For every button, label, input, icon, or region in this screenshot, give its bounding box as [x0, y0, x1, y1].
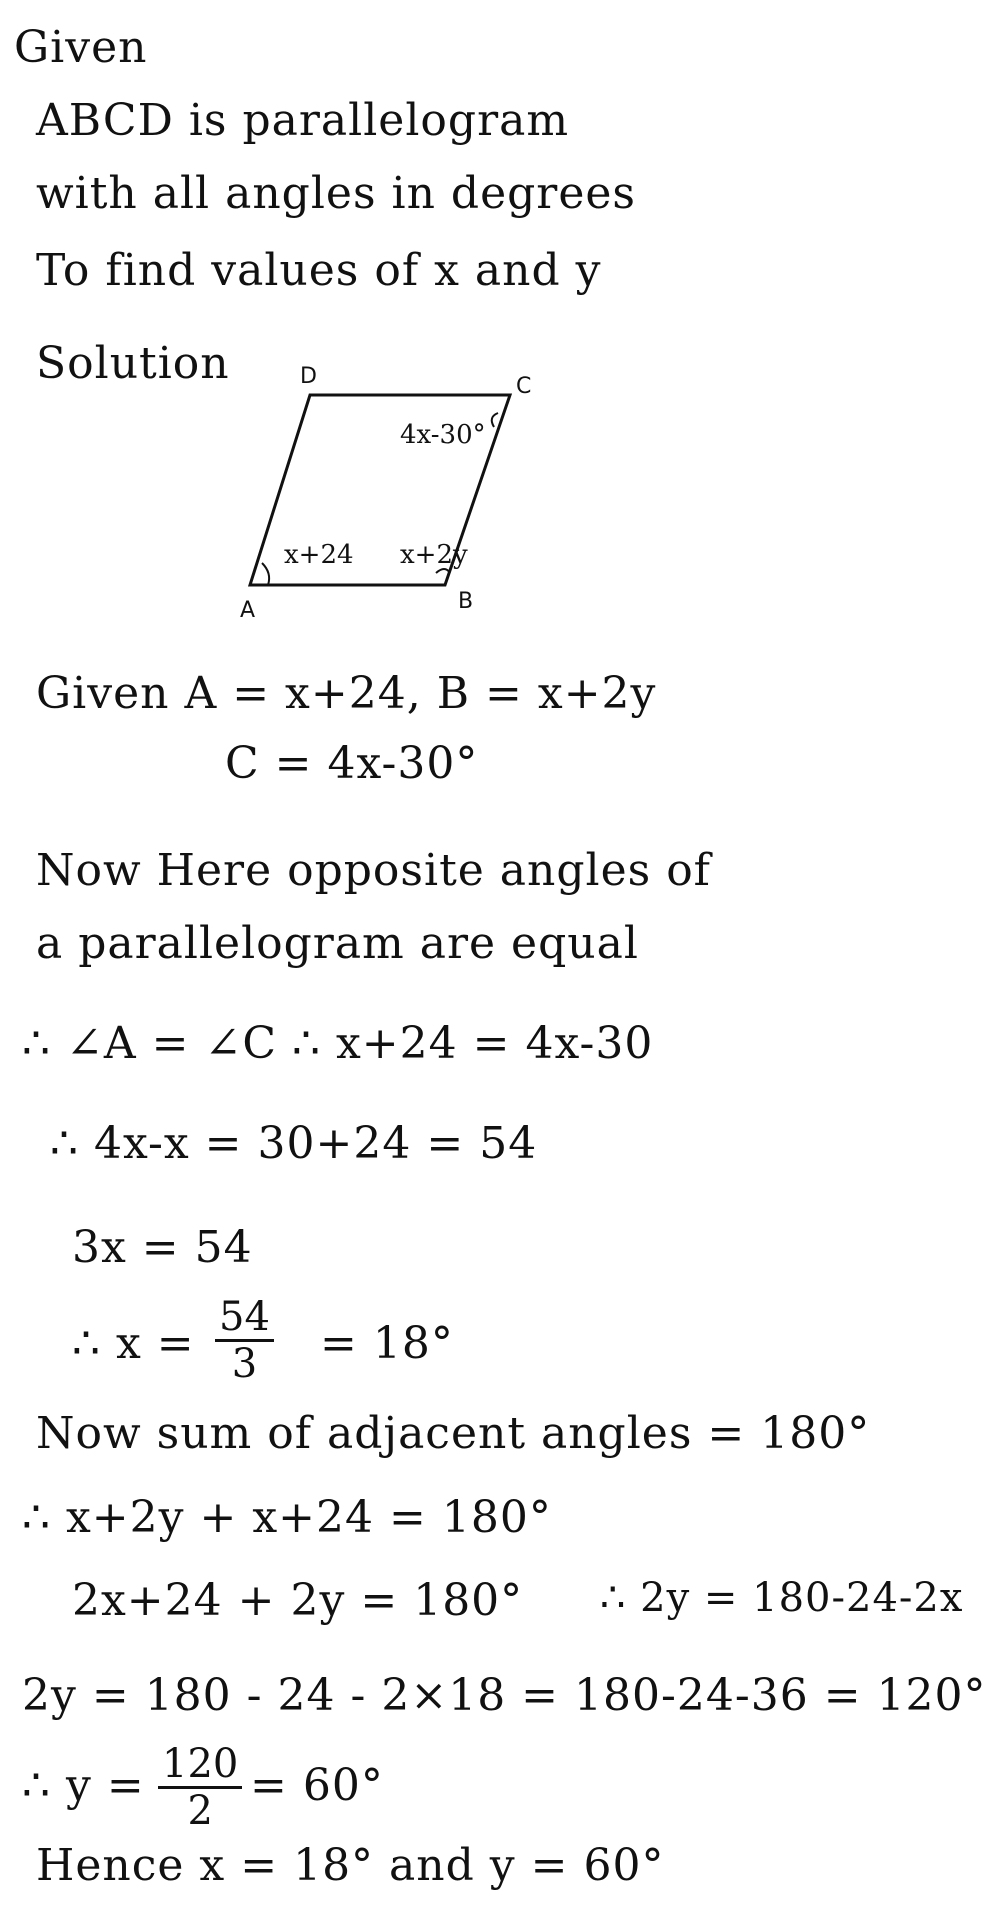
step-5: Now sum of adjacent angles = 180° [36, 1408, 871, 1459]
step-4-numerator: 54 [215, 1295, 274, 1342]
step-4-prefix: ∴ x = [72, 1318, 195, 1369]
given-line-3: To find values of x and y [36, 245, 602, 296]
step-4-fraction [215, 1295, 274, 1386]
angle-label-b: x+2y [400, 540, 468, 570]
given-line-1: ABCD is parallelogram [36, 95, 570, 146]
statement-line-1: Now Here opposite angles of [36, 845, 711, 896]
given-heading: Given [14, 22, 148, 73]
step-9-denominator: 2 [187, 1788, 213, 1834]
step-8: 2y = 180 - 24 - 2×18 = 180-24-36 = 120° [22, 1670, 987, 1721]
step-7: 2x+24 + 2y = 180° [72, 1575, 524, 1626]
step-2: ∴ 4x-x = 30+24 = 54 [50, 1118, 538, 1169]
angle-label-c: 4x-30° [400, 420, 486, 450]
angle-arc-c [492, 413, 498, 427]
step-4-denominator: 3 [231, 1341, 258, 1387]
vertex-label-c: C [516, 374, 532, 399]
step-4-suffix: = 18° [320, 1318, 454, 1369]
given-line-2: with all angles in degrees [36, 168, 636, 219]
vertex-label-d: D [300, 364, 317, 389]
step-1: ∴ ∠A = ∠C ∴ x+24 = 4x-30 [22, 1018, 654, 1069]
step-7b: ∴ 2y = 180-24-2x [600, 1575, 964, 1621]
angle-arc-a [262, 563, 269, 585]
statement-line-2: a parallelogram are equal [36, 918, 639, 969]
angle-label-a: x+24 [284, 540, 354, 570]
step-9-suffix: = 60° [250, 1760, 384, 1811]
conclusion: Hence x = 18° and y = 60° [36, 1840, 665, 1891]
step-6: ∴ x+2y + x+24 = 180° [22, 1492, 552, 1543]
step-9-fraction [158, 1742, 242, 1833]
parallelogram-diagram [240, 364, 670, 630]
step-3: 3x = 54 [72, 1222, 253, 1273]
vertex-label-a: A [240, 598, 256, 623]
step-9-numerator: 120 [158, 1742, 242, 1789]
step-9-prefix: ∴ y = [22, 1760, 145, 1811]
solution-heading: Solution [36, 338, 230, 389]
given-a-b: Given A = x+24, B = x+2y [36, 668, 657, 719]
vertex-label-b: B [458, 589, 474, 614]
given-c: C = 4x-30° [225, 738, 479, 789]
